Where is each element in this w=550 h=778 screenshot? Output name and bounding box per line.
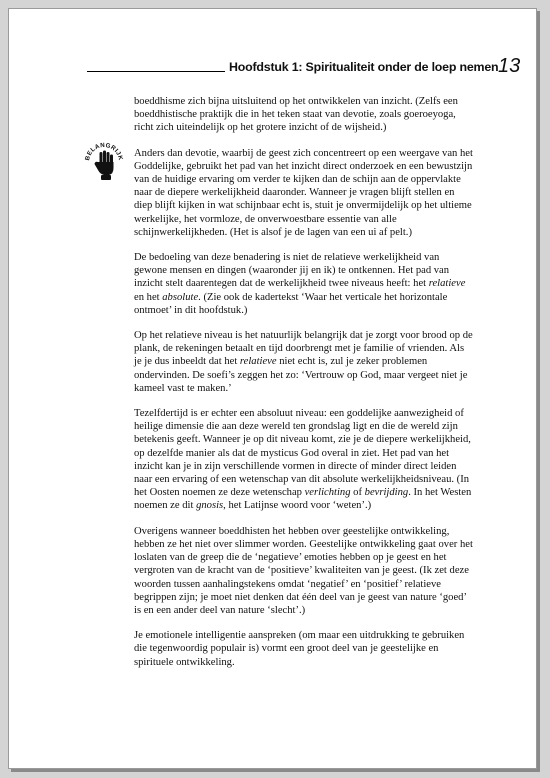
text-run: en het [134,291,163,303]
italic-term: absolute [162,291,199,303]
belangrijk-hand-icon [84,137,124,187]
italic-term: relatieve [239,356,277,368]
text-run: Tezelfdertijd is er echter een absoluut niveau: een goddelijke aanwezigheid of heilige dimensie die aan deze wereld ten grondslag ligt en die de wereld zijn betekenis geeft. Wanneer je op dit niveau komt, zie je de diepere werkelijkheid, op dezelfde manier als dat de mysticus God overal in ziet. Het pad van het inzicht kan je in zijn verschillende vormen in directe of minder direct leiden naar een ervaring of een wetenschap van dit absolute werkelijkheidsniveau. (In het Oosten noemen ze deze wetenschap [134,408,471,499]
italic-term: relatieve [428,278,466,290]
italic-term: gnosis [196,500,224,512]
text-run: Overigens wanneer boeddhisten het hebben over geestelijke ontwikkeling, hebben ze het niet over slimmer worden. Geestelijke ontwikkeling gaat over het loslaten van de greep die de ‘negatieve’ emoties hebben op je geest en het vergroten van de kracht van de ‘positieve’ kwaliteiten van je geest. (Ik zet deze woorden tussen aanhalingstekens omdat ‘negatief’ en ‘positief’ relatieve begrippen zijn; je moet niet denken dat één deel van je geest van nature ‘goed’ is en een ander deel van nature ‘slecht’.) [134,525,473,616]
header-rule [87,71,225,72]
paragraph [134,629,474,669]
body-text [134,95,474,681]
paragraph [134,407,474,513]
page-number: 13 [498,55,521,77]
text-run: , het Latijnse woord voor ‘weten’.) [223,500,372,512]
paragraph [134,95,474,135]
italic-term: bevrijding [364,487,409,499]
text-run: De bedoeling van deze benadering is niet de relatieve werkelijkheid van gewone mensen en dingen (waaronder jij en ik) te ontkennen. Het pad van inzicht stelt daarentegen dat de werkelijkheid twee niveaus heeft: het [134,252,450,290]
text-run: niet echt is, zul je zeker problemen ondervinden. De soefi’s zeggen het zo: ‘Vertrouw op God, maar vergeet niet je kameel vast te maken.’ [134,356,468,394]
italic-term: verlichting [304,487,351,499]
paragraph [134,329,474,395]
text-run: . In het Westen noemen ze dit [134,487,472,512]
text-run: Op het relatieve niveau is het natuurlijk belangrijk dat je zorgt voor brood op de plank, de rekeningen betaalt en tijd doorbrengt met je familie of vrienden. Als je je dus inbeeldt dat het [134,330,473,368]
text-run: of [350,487,365,499]
paragraph [134,147,474,239]
paragraph [134,251,474,317]
text-run: . (Zie ook de kadertekst ‘Waar het verticale het horizontale ontmoet’ in dit hoofdstuk.) [134,291,448,316]
text-run: boeddhisme zich bijna uitsluitend op het ontwikkelen van inzicht. (Zelfs een boeddhistische praktijk die in het teken staat van devotie, zoals goeroeyoga, richt zich uiteindelijk op het grotere inzicht of de wijsheid.) [134,96,458,134]
paragraph [134,525,474,617]
text-run: Je emotionele intelligentie aanspreken (om maar een uitdrukking te gebruiken die tegenwoordig populair is) vormt een groot deel van je geestelijke en spirituele ontwikkeling. [134,630,465,668]
chapter-title: Hoofdstuk 1: Spiritualiteit onder de loep nemen [229,60,499,74]
text-run: Anders dan devotie, waarbij de geest zich concentreert op een weergave van het Goddelijke, gebruikt het pad van het inzicht direct onderzoek en een bewustzijn van de huidige ervaring om verder te kijken dan de schijn aan de oppervlakte naar de diepere werkelijkheid daaronder. Wanneer je vragen blijft stellen en diep blijft kijken in wat schijnbaar echt is, stuit je onvermijdelijk op het ultieme werkelijke, het vormloze, de onverwoestbare essentie van alle schijnwerkelijkheden. (Het is alsof je de lagen van een ui af pelt.) [134,147,473,238]
icon-label: BELANGRIJK [84,141,124,162]
